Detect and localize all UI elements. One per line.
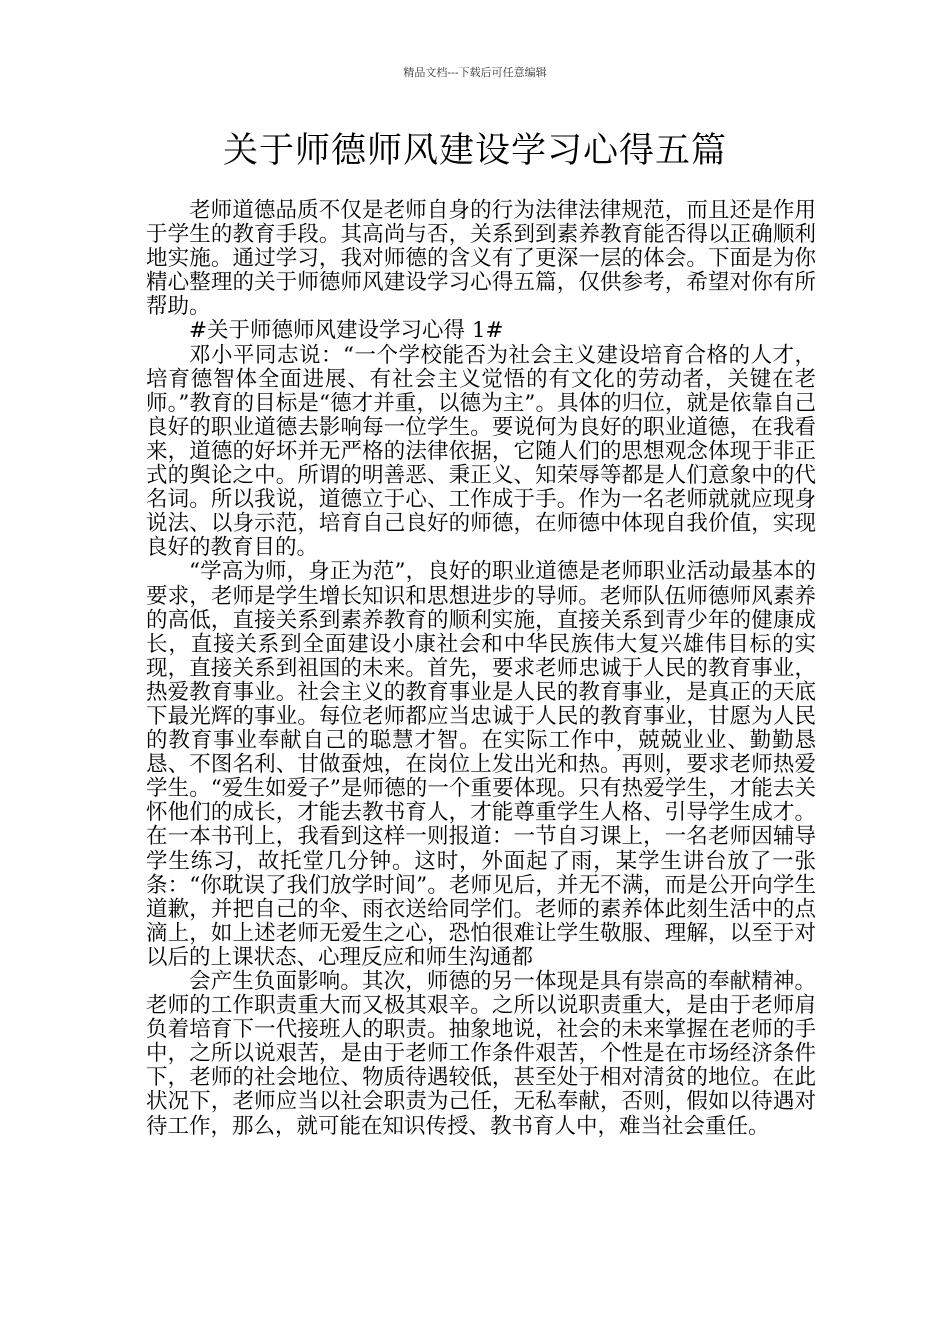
body-paragraph: 邓小平同志说：“一个学校能否为社会主义建设培育合格的人才，培育德智体全面进展、有社会主义觉悟的有文化的劳动者，关键在老师。”教育的目标是“德才并重，以德为主”。具体的归位，就是依靠自己良好的职业道德去影响每一位学生。要说何为良好的职业道德，在我看来，道德的好坏并无严格的法律依据，它随人们的思想观念体现于非正式的舆论之中。所谓的明善恶、秉正义、知荣辱等都是人们意象中的代名词。所以我说，道德立于心、工作成于手。作为一名老师就就应现身说法、以身示范，培育自己良好的师德，在师德中体现自我价值，实现良好的教育目的。 bbox=[146, 342, 816, 561]
body-paragraph: “学高为师，身正为范”，良好的职业道德是老师职业活动最基本的要求，老师是学生增长知识和思想进步的导师。老师队伍师德师风素养的高低，直接关系到素养教育的顺利实施，直接关系到青少年的健康成长，直接关系到全面建设小康社会和中华民族伟大复兴雄伟目标的实现，直接关系到祖国的未来。首先，要求老师忠诚于人民的教育事业，热爱教育事业。社会主义的教育事业是人民的教育事业，是真正的天底下最光辉的事业。每位老师都应当忠诚于人民的教育事业，甘愿为人民的教育事业奉献自己的聪慧才智。在实际工作中，兢兢业业、勤勤恳恳、不图名利、甘做蚕烛，在岗位上发出光和热。再则，要求老师热爱学生。“爱生如爱子”是师德的一个重要体现。只有热爱学生，才能去关怀他们的成长，才能去教书育人，才能尊重学生人格、引导学生成才。在一本书刊上，我看到这样一则报道：一节自习课上，一名老师因辅导学生练习，故托堂几分钟。这时，外面起了雨，某学生讲台放了一张条：“你耽误了我们放学时间”。老师见后，并无不满，而是公开向学生道歉，并把自己的伞、雨衣送给同学们。老师的素养体此刻生活中的点滴上，如上述老师无爱生之心，恐怕很难让学生敬服、理解，以至于对以后的上课状态、心理反应和师生沟通都 bbox=[146, 559, 816, 970]
document-title: 关于师德师风建设学习心得五篇 bbox=[222, 131, 727, 171]
document-body bbox=[146, 199, 816, 1139]
header-note: 精品文档---下载后可任意编辑 bbox=[403, 66, 547, 79]
intro-paragraph: 老师道德品质不仅是老师自身的行为法律法律规范，而且还是作用于学生的教育手段。其高尚与否，关系到到素养教育能否得以正确顺利地实施。通过学习，我对师德的含义有了更深一层的体会。下面是为你精心整理的关于师德师风建设学习心得五篇，仅供参考，希望对你有所帮助。 bbox=[146, 198, 816, 320]
body-paragraph: 会产生负面影响。其次，师德的另一体现是具有崇高的奉献精神。老师的工作职责重大而又极其艰辛。之所以说职责重大，是由于老师肩负着培育下一代接班人的职责。抽象地说，社会的未来掌握在老师的手中，之所以说艰苦，是由于老师工作条件艰苦，个性是在市场经济条件下，老师的社会地位、物质待遇较低，甚至处于相对清贫的地位。在此状况下，老师应当以社会职责为己任，无私奉献，否则，假如以待遇对待工作，那么，就可能在知识传授、教书育人中，难当社会重任。 bbox=[146, 969, 816, 1139]
section-heading: #关于师德师风建设学习心得 1# bbox=[189, 318, 504, 344]
